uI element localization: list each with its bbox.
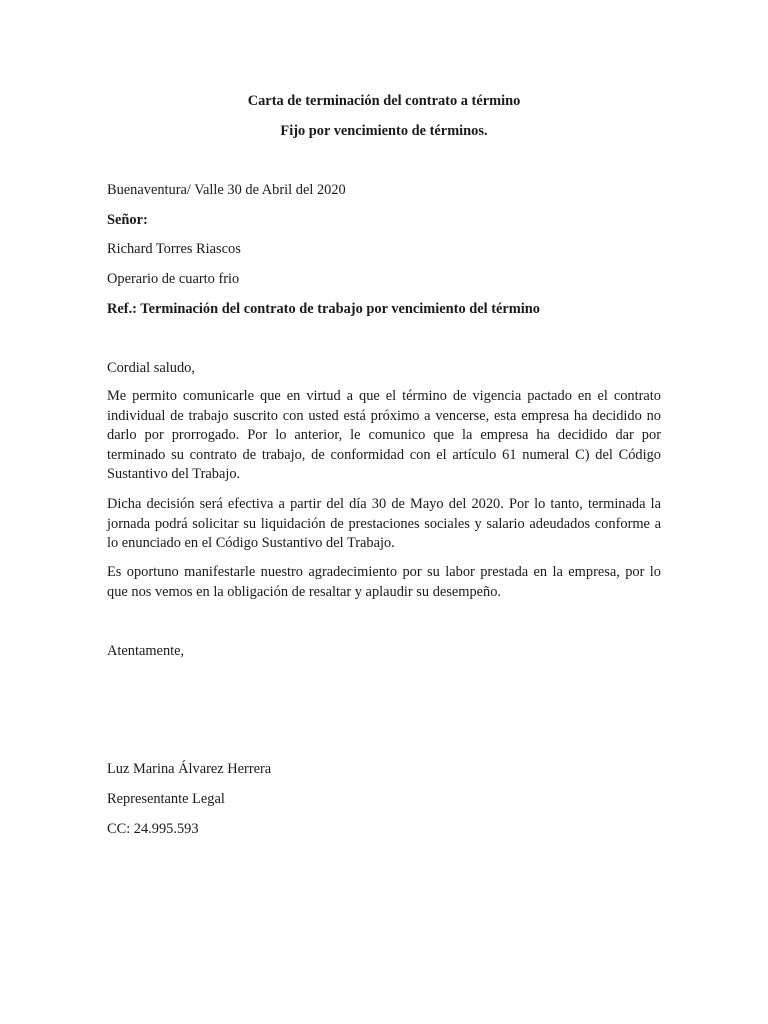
body-paragraph-3: Es oportuno manifestarle nuestro agradecimiento por su labor prestada en la empresa, por lo que nos vemos en la obligación de resaltar y aplaudir su desempeño. <box>107 564 661 600</box>
reference-line: Ref.: Terminación del contrato de trabajo por vencimiento del término <box>107 301 540 317</box>
letter-title-line-2: Fijo por vencimiento de términos. <box>280 123 488 139</box>
place-and-date: Buenaventura/ Valle 30 de Abril del 2020 <box>107 182 346 198</box>
greeting: Cordial saludo, <box>107 360 195 376</box>
salutation-label: Señor: <box>107 212 148 228</box>
body-paragraph-2: Dicha decisión será efectiva a partir del día 30 de Mayo del 2020. Por lo tanto, terminada la jornada podrá solicitar su liquidación de prestaciones sociales y salario adeudados conforme a lo enunciado en el Código Sustantivo del Trabajo. <box>107 496 661 551</box>
letter-title-line-1: Carta de terminación del contrato a término <box>247 93 521 109</box>
closing: Atentamente, <box>107 643 185 659</box>
recipient-name: Richard Torres Riascos <box>107 241 241 257</box>
signer-id: CC: 24.995.593 <box>107 821 199 837</box>
body-paragraph-1: Me permito comunicarle que en virtud a que el término de vigencia pactado en el contrato individual de trabajo suscrito con usted está próximo a vencerse, esta empresa ha decidido no darlo por prorrogado. Por lo anterior, le comunico que la empresa ha decidido dar por terminado su contrato de trabajo, de conformidad con el artículo 61 numeral C) del Código Sustantivo del Trabajo. <box>107 388 661 482</box>
signer-role: Representante Legal <box>107 791 225 807</box>
recipient-role: Operario de cuarto frio <box>107 271 240 287</box>
signer-name: Luz Marina Álvarez Herrera <box>107 761 272 777</box>
